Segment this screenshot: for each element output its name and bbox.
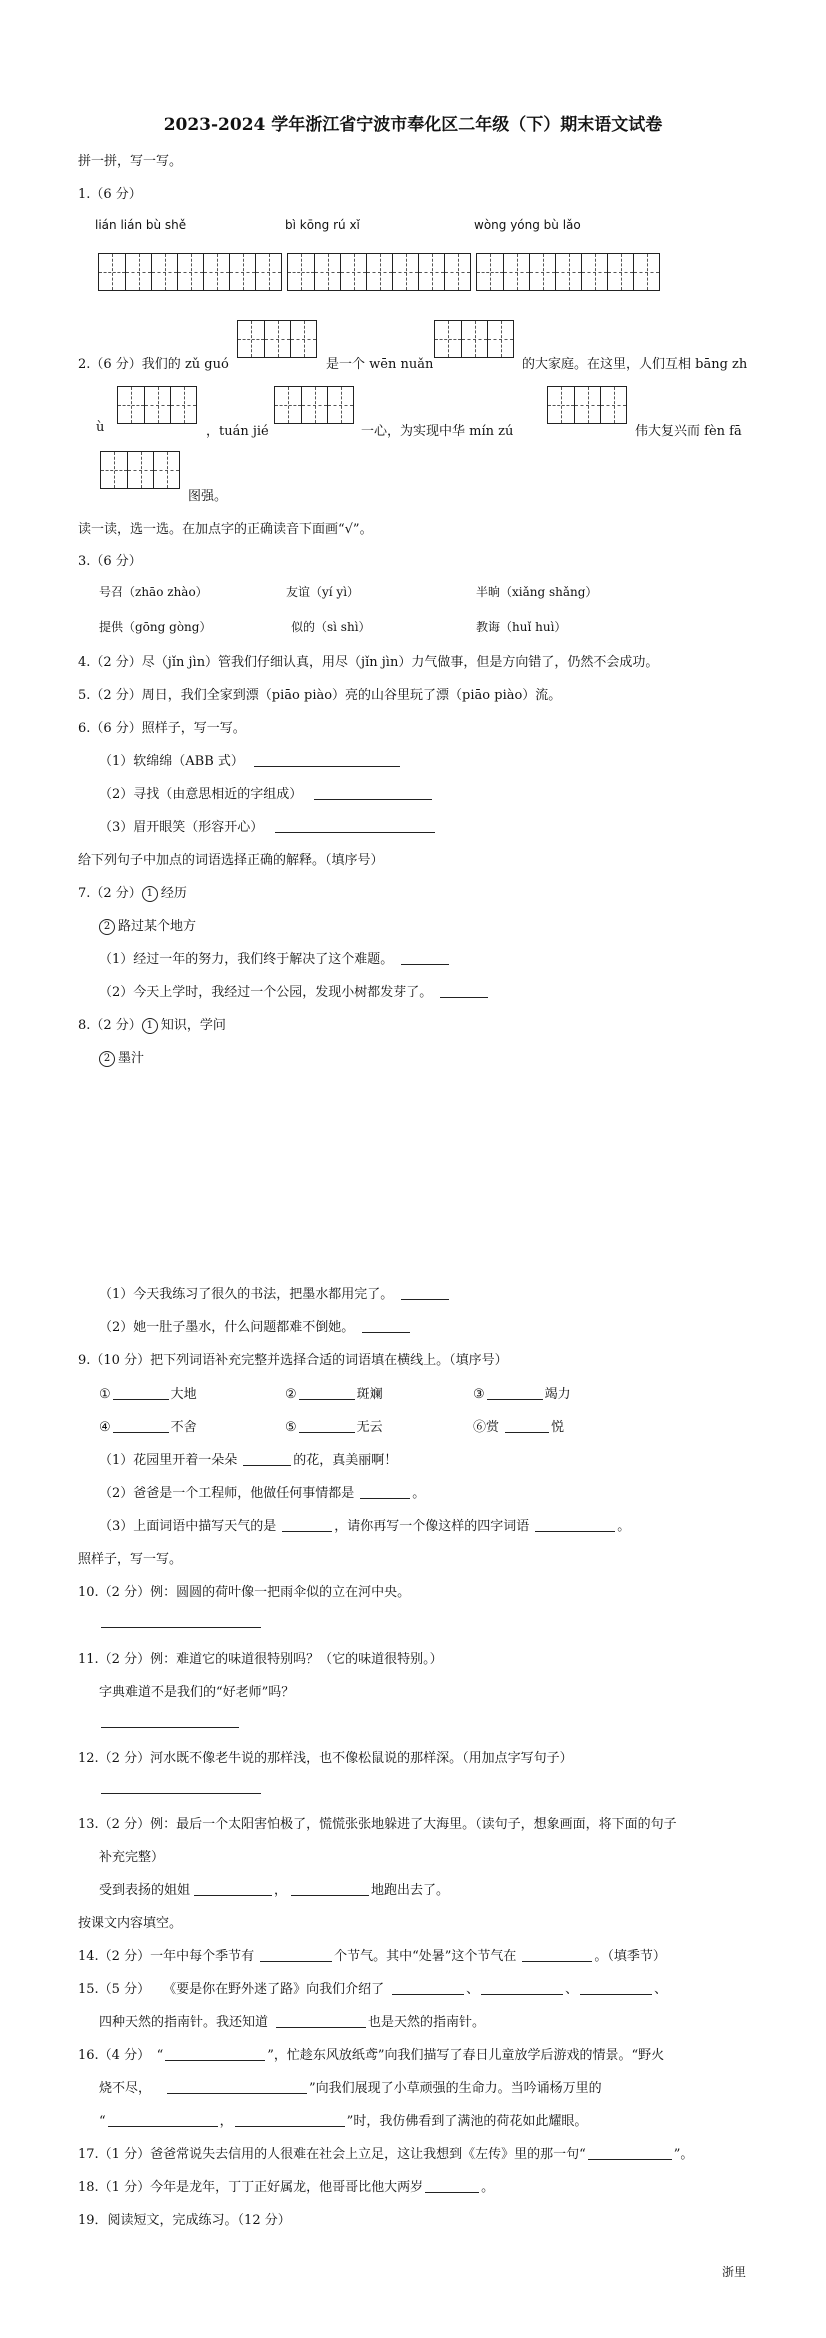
q18-text-b: 。: [481, 2180, 495, 2195]
q13-text-3b: 地跑出去了。: [371, 1883, 450, 1898]
q3-option-3[interactable]: 半晌（xiǎng shǎng）: [476, 585, 598, 599]
q4-text: 4.（2 分）尽（jǐn jìn）管我们仔细认真，用尽（jǐn jìn）力气做事，但是方向错了，仍然不会成功。: [78, 655, 659, 670]
q8-option-1: 知识，学问: [160, 1018, 226, 1033]
circle-2: 2: [99, 919, 115, 935]
section-heading-reading: 读一读，选一选。在加点字的正确读音下面画“√”。: [78, 522, 373, 537]
q17-blank[interactable]: [588, 2146, 672, 2160]
q7-blank-2[interactable]: [440, 984, 488, 998]
q18-blank[interactable]: [425, 2179, 479, 2193]
q7-line: [78, 882, 187, 902]
q9-blank-3[interactable]: [282, 1518, 332, 1532]
q9-circle-1: ①: [99, 1387, 111, 1402]
q3-option-2[interactable]: 友谊（yí yì）: [286, 585, 360, 599]
q6-blank-1[interactable]: [254, 753, 400, 767]
circle-1: 1: [142, 1018, 158, 1034]
q14-blank-1[interactable]: [260, 1948, 332, 1962]
footer-mark: 浙里: [722, 2265, 747, 2279]
q8-item-1-text: （1）今天我练习了很久的书法，把墨水都用完了。: [99, 1287, 394, 1302]
q9-circle-6: ⑥: [473, 1420, 487, 1435]
section-heading-imitate: 照样子，写一写。: [78, 1552, 183, 1567]
q11-text-1: 11.（2 分）例：难道它的味道很特别吗？（它的味道很特别。）: [78, 1652, 443, 1667]
q8-number: 8.（2 分）: [78, 1018, 142, 1033]
q2-grid-zuguo[interactable]: [237, 320, 317, 358]
q9-circle-4: ④: [99, 1420, 111, 1435]
q6-blank-3[interactable]: [275, 819, 435, 833]
q9-word-3: [473, 1383, 571, 1402]
q16-blank-4[interactable]: [235, 2113, 345, 2127]
q9-word-5: [285, 1416, 383, 1435]
q7-line-2: [99, 915, 196, 935]
q9-number: 9.（10 分）把下列词语补充完整并选择合适的词语填在横线上。（填序号）: [78, 1353, 508, 1368]
q9-word-6-b: 悦: [551, 1420, 565, 1435]
q16-line-3: “ ， ”时，我仿佛看到了满池的荷花如此耀眼。: [99, 2114, 588, 2129]
q16-text-c: 烧不尽，: [99, 2081, 152, 2096]
q1-writing-grid-1[interactable]: [98, 253, 282, 291]
q2-text-1b: 是一个 wēn nuǎn: [326, 357, 434, 372]
q2-text-2c: 一心，为实现中华 mín zú: [361, 424, 514, 439]
q9-item-2: [99, 1482, 425, 1501]
q10-answer-line[interactable]: [101, 1614, 261, 1628]
q9-item-3-b: ，请你再写一个像这样的四字词语: [334, 1519, 530, 1534]
q9-word-4-text: 不舍: [170, 1420, 197, 1435]
q9-item-2-b: 。: [412, 1486, 426, 1501]
q9-blank-w1[interactable]: [113, 1386, 169, 1400]
section-heading-recall: 按课文内容填空。: [78, 1916, 183, 1931]
q15-blank-3[interactable]: [580, 1981, 652, 1995]
q5-text: 5.（2 分）周日，我们全家到漂（piāo piào）亮的山谷里玩了漂（piāo piào）流。: [78, 688, 562, 703]
q13-text-3a: 受到表扬的姐姐: [99, 1883, 191, 1898]
q15-text-c: 也是天然的指南针。: [368, 2015, 486, 2030]
q9-blank-w3[interactable]: [487, 1386, 543, 1400]
q3-option-5[interactable]: 似的（sì shì）: [291, 620, 371, 634]
q14-line: [78, 1945, 666, 1964]
q9-item-3-c: 。: [617, 1519, 631, 1534]
q11-answer-line[interactable]: [101, 1714, 239, 1728]
q2-grid-tuanjie[interactable]: [274, 386, 354, 424]
q1-number: 1.（6 分）: [78, 187, 142, 202]
q9-word-1: [99, 1383, 197, 1402]
exam-title: 2023-2024 学年浙江省宁波市奉化区二年级（下）期末语文试卷: [163, 115, 663, 135]
q8-line: [78, 1014, 226, 1034]
q6-item-1-label: （1）软绵绵（ABB 式）: [99, 754, 244, 769]
q9-blank-4[interactable]: [535, 1518, 615, 1532]
circle-1: 1: [142, 886, 158, 902]
q17-line: [78, 2143, 693, 2162]
q16-text-b: ”，忙趁东风放纸鸢”向我们描写了春日儿童放学后游戏的情景。“野火: [267, 2048, 665, 2063]
q16-text-d: ”向我们展现了小草顽强的生命力。当吟诵杨万里的: [309, 2081, 602, 2096]
q8-blank-2[interactable]: [362, 1319, 410, 1333]
q2-text-1a: 2.（6 分）我们的 zǔ guó: [78, 357, 229, 372]
q12-text: 12.（2 分）河水既不像老牛说的那样浅，也不像松鼠说的那样深。（用加点字写句子）: [78, 1751, 573, 1766]
q19-text: 19．阅读短文，完成练习。（12 分）: [78, 2213, 291, 2228]
q7-number: 7.（2 分）: [78, 886, 142, 901]
circle-2: 2: [99, 1051, 115, 1067]
q13-line-3: 受到表扬的姐姐 ， 地跑出去了。: [99, 1883, 450, 1898]
q3-number: 3.（6 分）: [78, 554, 142, 569]
q7-blank-1[interactable]: [401, 951, 449, 965]
q9-blank-2[interactable]: [360, 1485, 410, 1499]
q13-blank-1[interactable]: [194, 1882, 272, 1896]
q6-item-3-label: （3）眉开眼笑（形容开心）: [99, 820, 264, 835]
q18-text-a: 18.（1 分）今年是龙年，丁丁正好属龙，他哥哥比他大两岁: [78, 2180, 424, 2195]
q12-answer-line[interactable]: [101, 1780, 261, 1794]
q6-item-1: [99, 750, 402, 769]
q9-item-1: [99, 1449, 397, 1468]
q2-grid-minzu[interactable]: [547, 386, 627, 424]
q8-item-2-text: （2）她一肚子墨水，什么问题都难不倒她。: [99, 1320, 355, 1335]
q14-blank-2[interactable]: [522, 1948, 592, 1962]
q18-line: [78, 2176, 494, 2195]
q9-blank-1[interactable]: [243, 1452, 291, 1466]
q13-text-2: 补充完整）: [99, 1850, 165, 1865]
q9-blank-w5[interactable]: [299, 1419, 355, 1433]
q7-item-1-text: （1）经过一年的努力，我们终于解决了这个难题。: [99, 952, 394, 967]
q7-option-1: 经历: [160, 886, 187, 901]
q9-blank-w2[interactable]: [299, 1386, 355, 1400]
q14-text-b: 个节气。其中“处暑”这个节气在: [334, 1949, 517, 1964]
section-heading-meaning: 给下列句子中加点的词语选择正确的解释。（填序号）: [78, 853, 384, 868]
q9-item-3: [99, 1515, 630, 1534]
q8-blank-1[interactable]: [401, 1286, 449, 1300]
q2-grid-fenfa[interactable]: [100, 451, 180, 489]
q2-text-1c: 的大家庭。在这里，人们互相 bāng zh: [522, 357, 748, 372]
q15-blank-1[interactable]: [392, 1981, 464, 1995]
q15-blank-2[interactable]: [481, 1981, 563, 1995]
q10-text: 10.（2 分）例：圆圆的荷叶像一把雨伞似的立在河中央。: [78, 1585, 411, 1600]
q13-blank-2[interactable]: [291, 1882, 369, 1896]
q8-item-2: [99, 1316, 412, 1335]
q16-blank-3[interactable]: [108, 2113, 218, 2127]
q16-line-2: [99, 2077, 602, 2096]
q8-option-2: 墨汁: [118, 1051, 145, 1066]
q15-blank-4[interactable]: [276, 2014, 366, 2028]
q11-text-2: 字典难道不是我们的“好老师”吗？: [99, 1685, 295, 1700]
q9-word-1-text: 大地: [170, 1387, 197, 1402]
q2-grid-wennuan[interactable]: [434, 320, 514, 358]
q3-option-4[interactable]: 提供（gōng gòng）: [99, 620, 212, 634]
q9-item-1-a: （1）花园里开着一朵朵: [99, 1453, 238, 1468]
q3-option-6[interactable]: 教诲（huǐ huì）: [476, 620, 567, 634]
q9-word-3-text: 竭力: [544, 1387, 571, 1402]
q9-blank-w6[interactable]: [505, 1419, 549, 1433]
q9-item-1-b: 的花，真美丽啊！: [293, 1453, 398, 1468]
q1-pinyin-1: lián lián bù shě: [95, 218, 187, 232]
q15-text-a: 15.（5 分） 《要是你在野外迷了路》向我们介绍了: [78, 1982, 385, 1997]
q15-line-2: [99, 2011, 485, 2030]
q16-text-e: “: [99, 2114, 106, 2129]
q7-option-2: 路过某个地方: [118, 919, 197, 934]
q9-word-6-a: 赏: [486, 1420, 500, 1435]
q15-text-b: 四种天然的指南针。我还知道: [99, 2015, 269, 2030]
q8-item-1: [99, 1283, 451, 1302]
q6-item-3: [99, 816, 437, 835]
q1-pinyin-3: wòng yóng bù lǎo: [474, 218, 581, 232]
q1-writing-grid-3[interactable]: [476, 253, 660, 291]
q7-item-2-text: （2）今天上学时，我经过一个公园，发现小树都发芽了。: [99, 985, 433, 1000]
q6-blank-2[interactable]: [314, 786, 432, 800]
q9-word-2-text: 斑斓: [356, 1387, 383, 1402]
section-heading-pinyin: 拼一拼，写一写。: [78, 154, 183, 169]
q6-item-2-label: （2）寻找（由意思相近的字组成）: [99, 787, 303, 802]
q9-circle-2: ②: [285, 1387, 297, 1402]
q9-circle-5: ⑤: [285, 1420, 297, 1435]
q9-word-2: [285, 1383, 383, 1402]
q17-text-b: ”。: [673, 2147, 694, 2162]
q1-pinyin-2: bì kōng rú xǐ: [285, 218, 360, 232]
q7-item-2: [99, 981, 490, 1000]
q15-line-1: 15.（5 分） 《要是你在野外迷了路》向我们介绍了 、 、 、: [78, 1982, 668, 1997]
q9-circle-3: ③: [473, 1387, 485, 1402]
q14-text-c: 。（填季节）: [594, 1949, 666, 1964]
q7-item-1: [99, 948, 451, 967]
q16-line-1: [78, 2044, 664, 2063]
q9-item-2-a: （2）爸爸是一个工程师，他做任何事情都是: [99, 1486, 355, 1501]
q9-word-5-text: 无云: [356, 1420, 383, 1435]
q2-text-2b: ，tuán jié: [206, 424, 269, 439]
q16-text-f: ”时，我仿佛看到了满池的荷花如此耀眼。: [346, 2114, 588, 2129]
q3-option-1[interactable]: 号召（zhāo zhào）: [99, 585, 208, 599]
q16-blank-1[interactable]: [165, 2047, 265, 2061]
q6-number: 6.（6 分）照样子，写一写。: [78, 721, 246, 736]
q17-text-a: 17.（1 分）爸爸常说失去信用的人很难在社会上立足，这让我想到《左传》里的那一句“: [78, 2147, 586, 2162]
q2-text-2a: ù: [96, 420, 105, 435]
q2-grid-bangzhu[interactable]: [117, 386, 197, 424]
q6-item-2: [99, 783, 434, 802]
q9-word-4: [99, 1416, 197, 1435]
q16-text-a: 16.（4 分） “: [78, 2048, 164, 2063]
q9-blank-w4[interactable]: [113, 1419, 169, 1433]
q2-text-2d: 伟大复兴而 fèn fā: [635, 424, 742, 439]
q1-writing-grid-2[interactable]: [287, 253, 471, 291]
q13-text-1: 13.（2 分）例：最后一个太阳害怕极了，慌慌张张地躲进了大海里。（读句子，想象画面，将下面的句子: [78, 1817, 677, 1832]
q9-item-3-a: （3）上面词语中描写天气的是: [99, 1519, 277, 1534]
q8-line-2: [99, 1047, 144, 1067]
q9-word-6: [473, 1416, 564, 1435]
q14-text-a: 14.（2 分）一年中每个季节有: [78, 1949, 255, 1964]
q2-text-3: 图强。: [188, 489, 228, 504]
q16-blank-2[interactable]: [167, 2080, 307, 2094]
